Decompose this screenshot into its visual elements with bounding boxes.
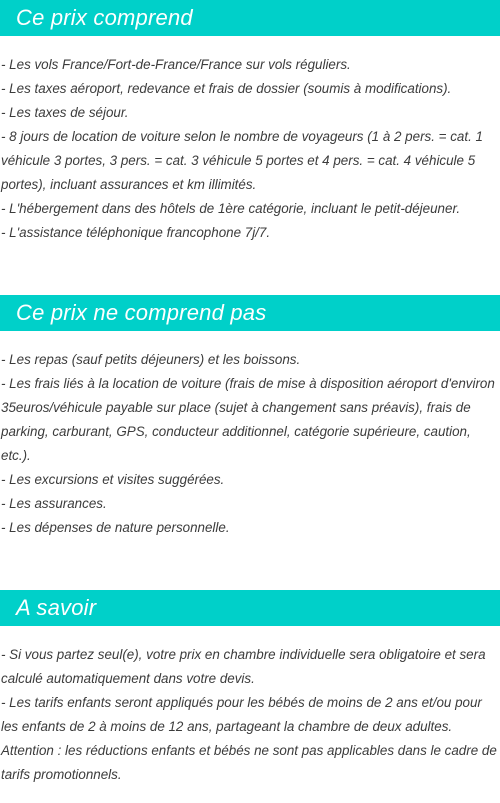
list-item: - Les dépenses de nature personnelle. [1,520,230,535]
list-item: - Les vols France/Fort-de-France/France sur vols réguliers. [1,57,351,72]
list-item: - Les repas (sauf petits déjeuners) et les boissons. [1,352,301,367]
list-item: - L'hébergement dans des hôtels de 1ère catégorie, incluant le petit-déjeuner. [1,201,461,216]
list-item: - Les assurances. [1,496,107,511]
list-item: - Les taxes aéroport, redevance et frais de dossier (soumis à modifications). [1,81,452,96]
list-item: - Les frais liés à la location de voiture (frais de mise à disposition aéroport d'environ 35euros/véhicule payable sur place (sujet à changement sans préavis), frais de parking, carburant, GPS, conducteur additionnel, catégorie supérieure, caution, etc.). [1,376,495,463]
list-item: - Si vous partez seul(e), votre prix en chambre individuelle sera obligatoire et sera calculé automatiquement dans votre devis. [1,647,486,686]
list-item: - 8 jours de location de voiture selon le nombre de voyageurs (1 à 2 pers. = cat. 1 véhicule 3 portes, 3 pers. = cat. 3 véhicule 5 portes et 4 pers. = cat. 4 véhicule 5 portes), incluant assurances et km illimités. [1,129,483,192]
list-item: - Les taxes de séjour. [1,105,129,120]
section-good-to-know [0,590,500,787]
list-item: - L'assistance téléphonique francophone 7j/7. [1,225,271,240]
section-header-good-to-know: A savoir [0,590,500,626]
section-header-included: Ce prix comprend [0,0,500,36]
list-item: - Les excursions et visites suggérées. [1,472,225,487]
section-body-not-included [0,348,500,540]
section-not-included [0,295,500,540]
list-item: Attention : les réductions enfants et bébés ne sont pas applicables dans le cadre de tarifs promotionnels. [1,743,497,782]
list-item: - Les tarifs enfants seront appliqués pour les bébés de moins de 2 ans et/ou pour les enfants de 2 à moins de 12 ans, partageant la chambre de deux adultes. [1,695,482,734]
section-body-good-to-know [0,643,500,787]
section-header-not-included: Ce prix ne comprend pas [0,295,500,331]
section-body-included [0,53,500,245]
section-included [0,0,500,245]
